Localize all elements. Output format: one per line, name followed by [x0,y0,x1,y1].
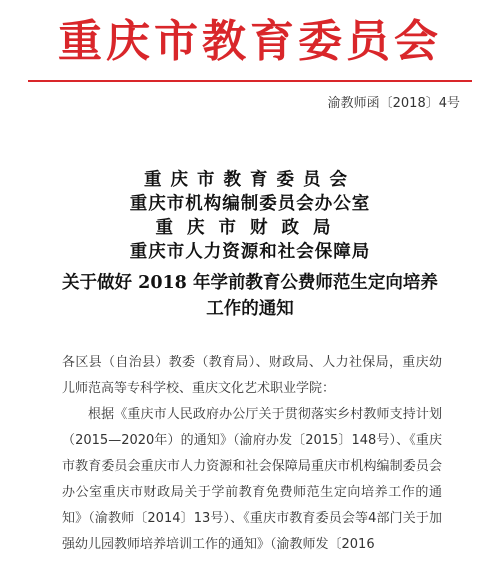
notice-body [62,350,442,558]
issuer-finance-bureau: 重庆市财政局 [155,218,345,238]
body-paragraph: 根据《重庆市人民政府办公厅关于贯彻落实乡村教师支持计划（2015—2020年）的通知》（渝府办发〔2015〕148号）、《重庆市教育委员会重庆市人力资源和社会保障局重庆市机构编制委员会办公室重庆市财政局关于学前教育免费师范生定向培养工作的通知》（渝教师〔2014〕13号）、《重庆市教育委员会等4部门关于加强幼儿园教师培养培训工作的通知》（渝教师发〔2016 [62,407,442,552]
document-number: 渝教师函〔2018〕4号 [327,96,460,111]
notice-title-line-2: 工作的通知 [206,299,294,319]
issuer-hr-social-security-bureau: 重庆市人力资源和社会保障局 [129,242,371,262]
issuing-agencies [0,168,500,264]
issuer-education-commission: 重庆市教育委员会 [144,170,356,190]
masthead-title: 重庆市教育委员会 [58,16,442,67]
red-divider-line [28,80,472,82]
issuer-staffing-office: 重庆市机构编制委员会办公室 [129,194,371,214]
salutation: 各区县（自治县）教委（教育局）、财政局、人力社保局，重庆幼儿师范高等专科学校、重庆文化艺术职业学院： [62,355,442,396]
notice-title-line-1: 关于做好 2018 年学前教育公费师范生定向培养 [62,273,438,293]
notice-title [0,270,500,322]
